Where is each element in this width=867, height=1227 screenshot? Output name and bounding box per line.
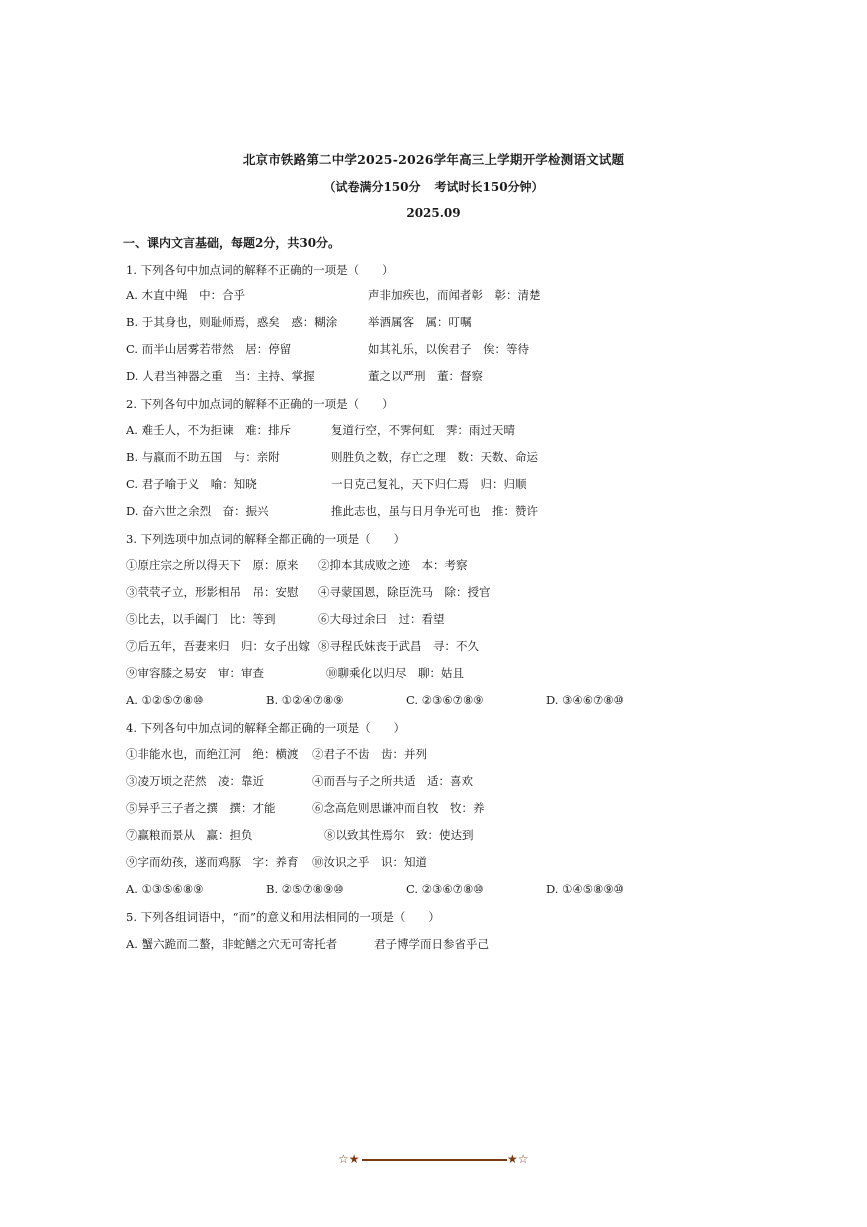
item-right: ⑩汝识之乎 识：知道: [312, 855, 427, 869]
item-left: ③凌万顷之茫然 凌：靠近: [126, 774, 264, 788]
item-right: ②君子不齿 齿：并列: [312, 747, 427, 761]
option-right: 如其礼乐，以俟君子 俟：等待: [368, 342, 529, 356]
full-score-text: （试卷满分150分: [323, 180, 421, 194]
choice-c: C. ②③⑥⑦⑧⑨: [406, 693, 484, 707]
choice-d: D. ①④⑤⑧⑨⑩: [546, 882, 624, 896]
item-right: ④而吾与子之所共适 适：喜欢: [312, 774, 473, 788]
item-left: ①原庄宗之所以得天下 原：原来: [126, 558, 299, 572]
option-left: C. 而半山居雾若带然 居：停留: [126, 342, 292, 356]
item-right: ⑥念高危则思谦冲而自牧 牧：养: [312, 801, 485, 815]
item-left: ⑦后五年，吾妻来归 归：女子出嫁: [126, 639, 310, 653]
option-left: B. 于其身也，则耻师焉，惑矣 惑：糊涂: [126, 315, 338, 329]
choice-a: A. ①③⑤⑥⑧⑨: [126, 882, 204, 896]
item-right: ⑧以致其性焉尔 致：使达到: [324, 828, 474, 842]
option-right: 则胜负之数，存亡之理 数：天数、命运: [331, 450, 538, 464]
question-4-stem: 4. 下列各句中加点词的解释全都正确的一项是（ ）: [126, 721, 406, 735]
item-left: ⑨字而幼孩，遂而鸡豚 字：养育: [126, 855, 299, 869]
option-left: A. 难壬人，不为拒谏 难：排斥: [126, 423, 292, 437]
choice-b: B. ②⑤⑦⑧⑨⑩: [266, 882, 344, 896]
option-left: D. 奋六世之余烈 奋：振兴: [126, 504, 269, 518]
item-left: ⑨审容膝之易安 审：审查: [126, 666, 264, 680]
option-right: 推此志也，虽与日月争光可也 推：赞许: [331, 504, 538, 518]
option-left: B. 与嬴而不助五国 与：亲附: [126, 450, 280, 464]
item-right: ⑧寻程氏妹丧于武昌 寻：不久: [318, 639, 479, 653]
question-1-stem: 1. 下列各句中加点词的解释不正确的一项是（ ）: [126, 263, 394, 277]
exam-subtitle: [0, 178, 867, 195]
star-icon: ☆★: [338, 1152, 360, 1166]
option-right: 举酒属客 属：叮嘱: [368, 315, 472, 329]
option-right: 董之以严刑 董：督察: [368, 369, 483, 383]
option-right: 君子博学而日参省乎己: [374, 937, 489, 951]
item-right: ④寻蒙国恩，除臣洗马 除：授官: [318, 585, 491, 599]
section-heading: 一、课内文言基础，每题2分，共30分。: [123, 236, 341, 250]
exam-date: 2025.09: [406, 206, 461, 220]
question-2-stem: 2. 下列各句中加点词的解释不正确的一项是（ ）: [126, 397, 394, 411]
star-icon: ★☆: [507, 1152, 529, 1166]
choice-a: A. ①②⑤⑦⑧⑩: [126, 693, 204, 707]
question-5-stem: 5. 下列各组词语中，“而”的意义和用法相同的一项是（ ）: [126, 910, 440, 924]
item-left: ③茕茕孑立，形影相吊 吊：安慰: [126, 585, 299, 599]
item-left: ⑤异乎三子者之撰 撰：才能: [126, 801, 276, 815]
exam-title: 北京市铁路第二中学2025-2026学年高三上学期开学检测语文试题: [242, 152, 625, 167]
option-left: A. 木直中绳 中：合乎: [126, 288, 246, 302]
option-right: 一日克己复礼，天下归仁焉 归：归顺: [331, 477, 527, 491]
option-right: 复道行空，不霁何虹 霁：雨过天晴: [331, 423, 515, 437]
option-left: D. 人君当神器之重 当：主持、掌握: [126, 369, 315, 383]
item-left: ⑤比去，以手阖门 比：等到: [126, 612, 276, 626]
choice-b: B. ①②④⑦⑧⑨: [266, 693, 344, 707]
choice-d: D. ③④⑥⑦⑧⑩: [546, 693, 624, 707]
option-left: A. 蟹六跪而二螯，非蛇鳝之穴无可寄托者: [126, 937, 338, 951]
item-right: ⑩聊乘化以归尽 聊：姑且: [326, 666, 464, 680]
item-right: ②抑本其成败之迹 本：考察: [318, 558, 468, 572]
option-right: 声非加疾也，而闻者彰 彰：清楚: [368, 288, 541, 302]
item-left: ⑦赢粮而景从 赢：担负: [126, 828, 253, 842]
page-footer-ornament: [0, 1152, 867, 1168]
choice-c: C. ②③⑥⑦⑧⑩: [406, 882, 484, 896]
option-left: C. 君子喻于义 喻：知晓: [126, 477, 257, 491]
footer-divider: [362, 1159, 507, 1161]
question-3-stem: 3. 下列选项中加点词的解释全都正确的一项是（ ）: [126, 532, 406, 546]
item-right: ⑥大母过余曰 过：看望: [318, 612, 445, 626]
duration-text: 考试时长150分钟）: [434, 180, 544, 194]
item-left: ①非能水也，而绝江河 绝：横渡: [126, 747, 299, 761]
